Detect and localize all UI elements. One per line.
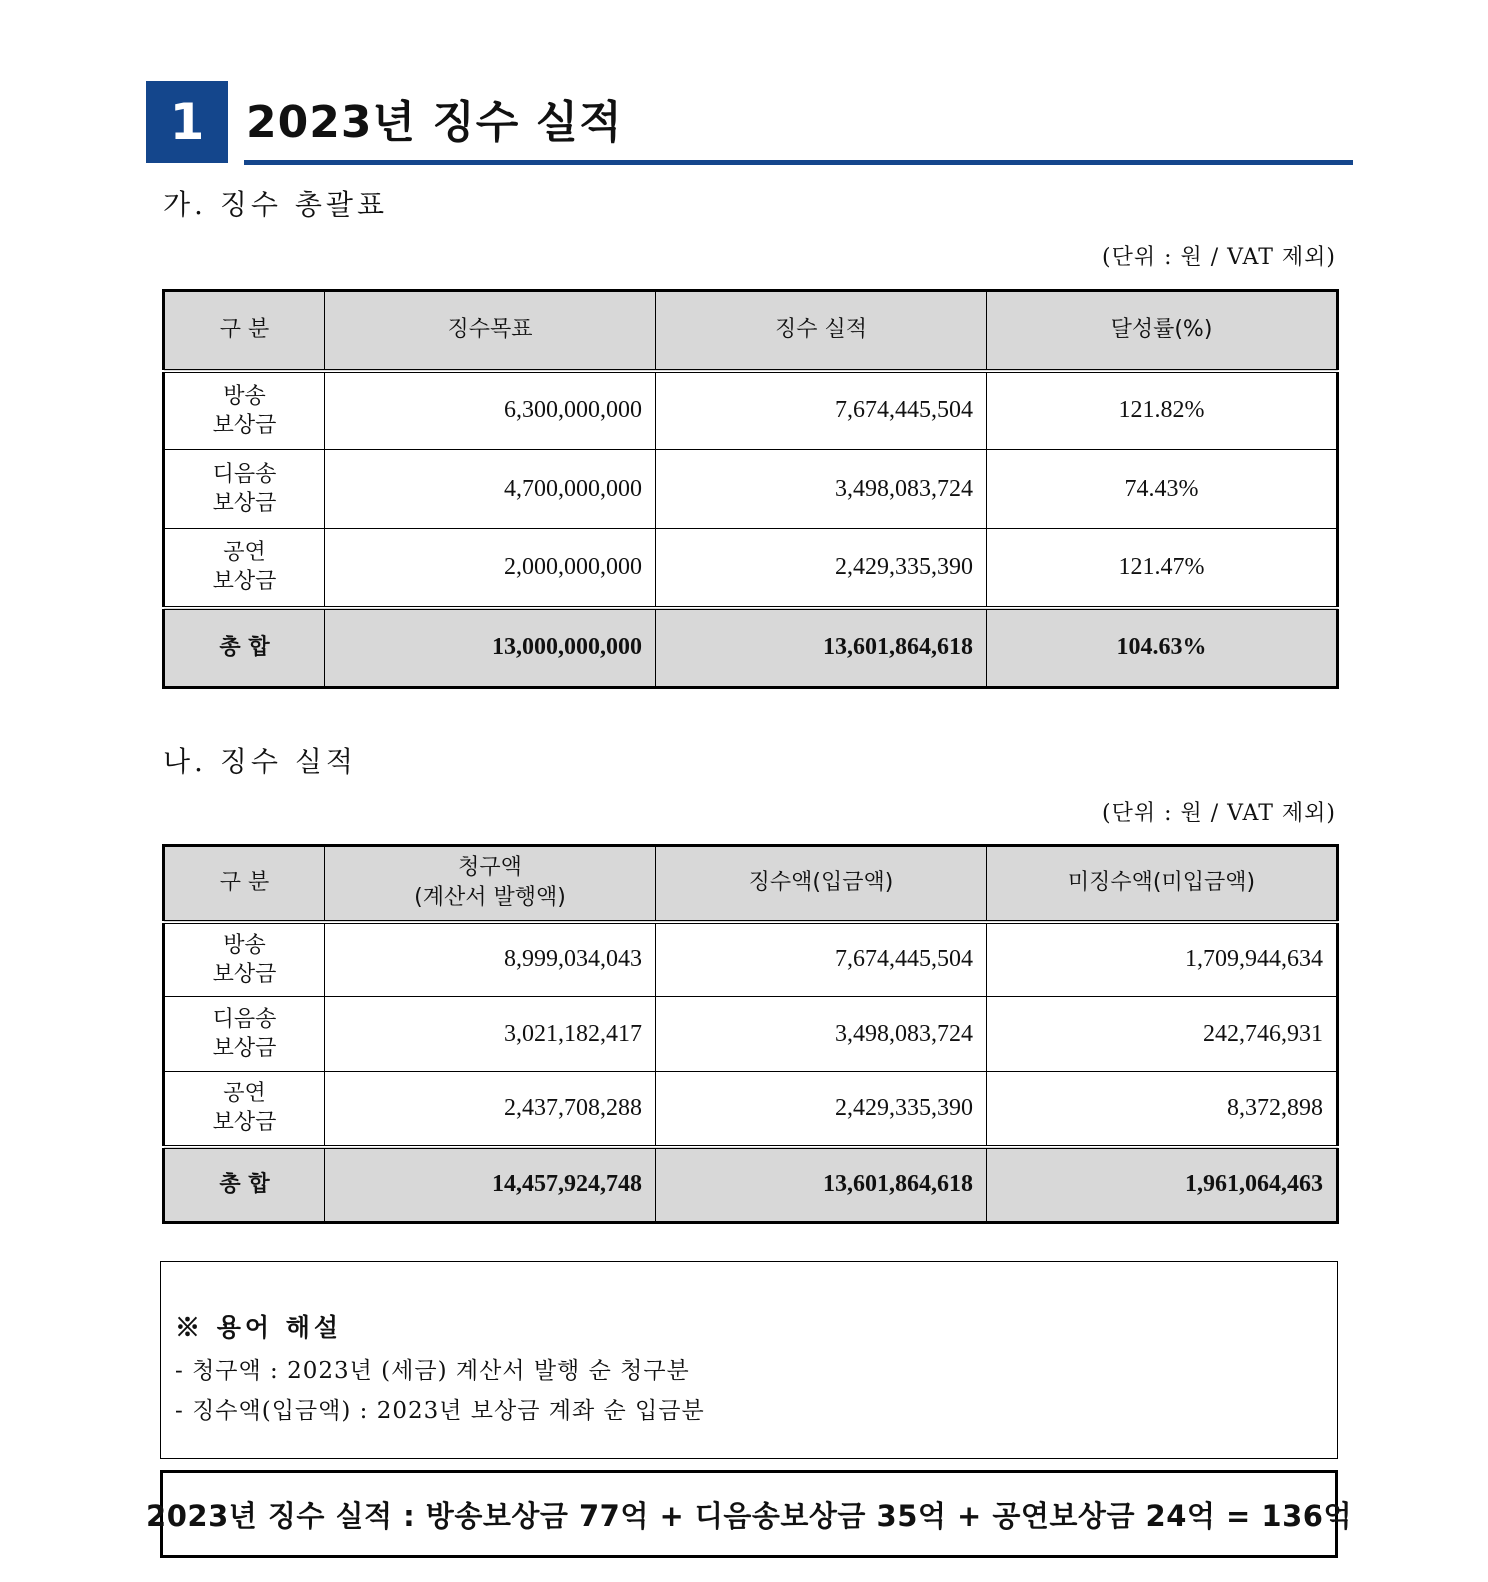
row-category: 디음송 보상금 [164, 450, 325, 529]
section-title: 2023년 징수 실적 [246, 97, 623, 148]
summary-table-header-row [164, 291, 1338, 371]
table-row [164, 529, 1338, 608]
table-row [164, 450, 1338, 529]
detail-table [162, 844, 1339, 1224]
total-actual-value: 13,601,864,618 [656, 608, 987, 688]
note-title: ※ 용어 해설 [175, 1313, 343, 1342]
detail-table-header-row [164, 846, 1338, 922]
collected-value: 2,429,335,390 [656, 1072, 987, 1147]
detail-table-heading: 나. 징수 실적 [163, 745, 357, 778]
summary-table-unit: (단위 : 원 / VAT 제외) [1102, 245, 1336, 270]
table-row [164, 371, 1338, 450]
row-category: 방송 보상금 [164, 371, 325, 450]
section-title-underline [244, 160, 1353, 165]
uncollected-value: 1,709,944,634 [987, 922, 1338, 997]
billed-value: 2,437,708,288 [325, 1072, 656, 1147]
column-header-category: 구 분 [164, 846, 325, 922]
note-line-billed: - 청구액 : 2023년 (세금) 계산서 발행 순 청구분 [175, 1358, 690, 1384]
column-header-billed: 청구액 (계산서 발행액) [325, 846, 656, 922]
table-row [164, 922, 1338, 997]
note-line-collected: - 징수액(입금액) : 2023년 보상금 계좌 순 입금분 [175, 1398, 705, 1424]
detail-table-unit: (단위 : 원 / VAT 제외) [1102, 801, 1336, 826]
summary-table [162, 289, 1339, 689]
summary-table-heading: 가. 징수 총괄표 [163, 188, 388, 221]
terminology-note-box [160, 1261, 1338, 1459]
collected-value: 3,498,083,724 [656, 997, 987, 1072]
total-billed-value: 14,457,924,748 [325, 1147, 656, 1223]
total-label: 총 합 [164, 608, 325, 688]
summary-line-box [146, 1470, 1352, 1558]
billed-value: 3,021,182,417 [325, 997, 656, 1072]
actual-value: 7,674,445,504 [656, 371, 987, 450]
uncollected-value: 242,746,931 [987, 997, 1338, 1072]
column-header-uncollected: 미징수액(미입금액) [987, 846, 1338, 922]
column-header-collected: 징수액(입금액) [656, 846, 987, 922]
row-category: 방송 보상금 [164, 922, 325, 997]
column-header-rate: 달성률(%) [987, 291, 1338, 371]
target-value: 4,700,000,000 [325, 450, 656, 529]
row-category: 공연 보상금 [164, 529, 325, 608]
total-uncollected-value: 1,961,064,463 [987, 1147, 1338, 1223]
total-row [164, 1147, 1338, 1223]
uncollected-value: 8,372,898 [987, 1072, 1338, 1147]
target-value: 2,000,000,000 [325, 529, 656, 608]
target-value: 6,300,000,000 [325, 371, 656, 450]
row-category: 디음송 보상금 [164, 997, 325, 1072]
total-target-value: 13,000,000,000 [325, 608, 656, 688]
column-header-target: 징수목표 [325, 291, 656, 371]
actual-value: 2,429,335,390 [656, 529, 987, 608]
rate-value: 121.47% [987, 529, 1338, 608]
total-rate-value: 104.63% [987, 608, 1338, 688]
actual-value: 3,498,083,724 [656, 450, 987, 529]
column-header-category: 구 분 [164, 291, 325, 371]
rate-value: 74.43% [987, 450, 1338, 529]
total-label: 총 합 [164, 1147, 325, 1223]
total-row [164, 608, 1338, 688]
table-row [164, 1072, 1338, 1147]
section-number-badge: 1 [146, 81, 228, 163]
column-header-actual: 징수 실적 [656, 291, 987, 371]
collected-value: 7,674,445,504 [656, 922, 987, 997]
table-row [164, 997, 1338, 1072]
summary-line-text: 2023년 징수 실적 : 방송보상금 77억 + 디음송보상금 35억 + 공연보상금 24억 = 136억 [146, 1498, 1352, 1533]
billed-value: 8,999,034,043 [325, 922, 656, 997]
total-collected-value: 13,601,864,618 [656, 1147, 987, 1223]
rate-value: 121.82% [987, 371, 1338, 450]
row-category: 공연 보상금 [164, 1072, 325, 1147]
